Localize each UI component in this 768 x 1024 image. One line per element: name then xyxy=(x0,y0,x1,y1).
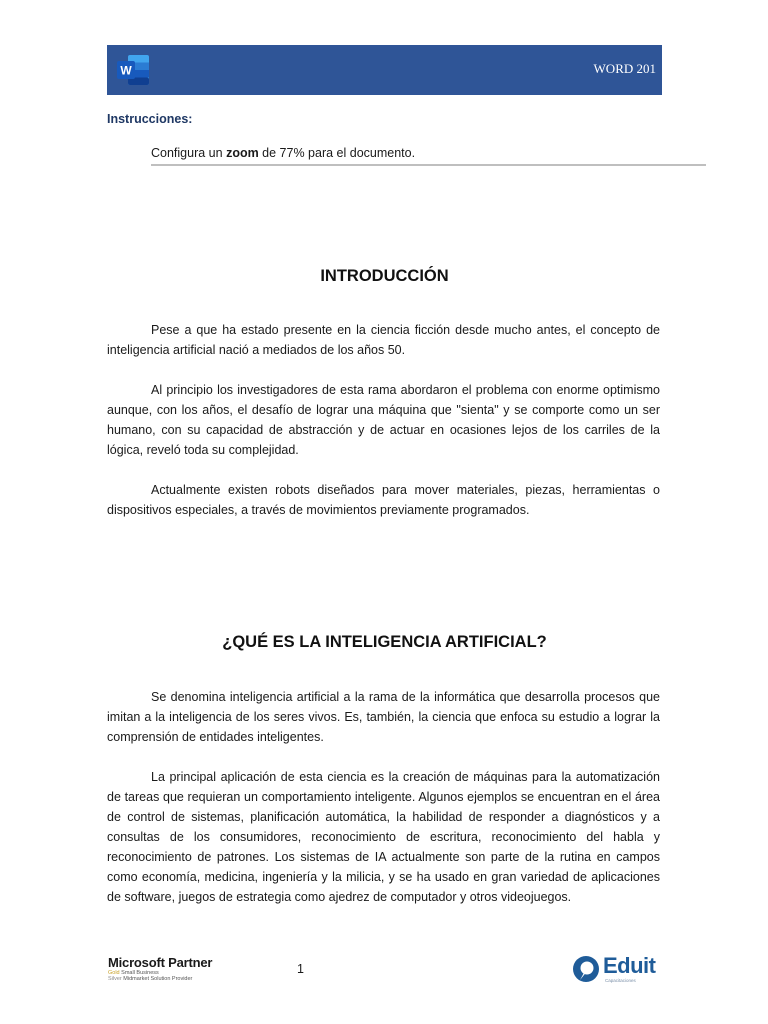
partner-name: Microsoft Partner xyxy=(108,955,213,970)
paragraph-text: La principal aplicación de esta ciencia es la creación de máquinas para la automatización de tareas que requieran un comportamiento inteligente. Algunos ejemplos se encuentran en el área de control de sistemas, planificación automática, la habilidad de responder a diagnósticos y a consultas de los consumidores, reconocimiento de escritura, reconocimiento del habla y reconocimiento de patrones. Los sistemas de IA actualmente son parte de la rutina en campos como economía, medicina, ingeniería y la milicia, y se ha usado en gran variedad de aplicaciones de software, juegos de estrategia como ajedrez de computador y otros videojuegos. xyxy=(107,770,660,904)
partner-silver-line xyxy=(108,976,212,982)
paragraph-text: Actualmente existen robots diseñados para mover materiales, piezas, herramientas o dispositivos especiales, a través de movimientos previamente programados. xyxy=(107,483,660,517)
word-logo-icon xyxy=(115,52,151,88)
section-heading-que-es-ia: ¿QUÉ ES LA INTELIGENCIA ARTIFICIAL? xyxy=(222,633,547,651)
paragraph-text: Al principio los investigadores de esta rama abordaron el problema con enorme optimismo aunque, con los años, el desafío de lograr una máquina que "sienta" y se comporte como un ser humano, con su capacidad de abstracción y de actuar en ocasiones lejos de los carriles de la lógica, reveló toda su complejidad. xyxy=(107,383,660,457)
eduit-logo xyxy=(572,952,664,986)
partner-silver-text: Midmarket Solution Provider xyxy=(123,976,193,982)
paragraph xyxy=(107,687,660,747)
eduit-name: Eduit xyxy=(603,953,656,978)
eduit-tagline: Capacitaciones xyxy=(605,978,636,983)
word-logo-letter: W xyxy=(120,63,132,78)
paragraph xyxy=(107,767,660,907)
instructions-text-start: Configura un xyxy=(151,146,227,160)
partner-gold-text: Small Business xyxy=(121,970,159,976)
instructions-title: Instrucciones: xyxy=(107,112,193,126)
document-header-bar xyxy=(107,45,662,95)
paragraph xyxy=(107,380,660,460)
paragraph xyxy=(107,320,660,360)
instructions-keyword: zoom xyxy=(226,146,259,160)
section-heading-introduccion: INTRODUCCIÓN xyxy=(320,267,449,285)
partner-silver-label: Silver xyxy=(108,976,122,982)
paragraph xyxy=(107,480,660,520)
paragraph-text: Se denomina inteligencia artificial a la rama de la informática que desarrolla procesos que imitan a la inteligencia de los seres vivos. Es, también, la ciencia que enfoca su estudio a lograr la comprensión de entidades inteligentes. xyxy=(107,690,660,744)
instructions-text-end: de 77% para el documento. xyxy=(258,146,416,160)
partner-gold-label: Gold xyxy=(108,970,120,976)
course-label: WORD 201 xyxy=(593,61,656,76)
microsoft-partner-logo xyxy=(108,955,212,982)
page-number: 1 xyxy=(297,962,304,976)
eduit-mark-icon xyxy=(572,954,600,984)
instructions-divider xyxy=(151,164,706,166)
paragraph-text: Pese a que ha estado presente en la ciencia ficción desde mucho antes, el concepto de inteligencia artificial nació a mediados de los años 50. xyxy=(107,323,660,357)
instructions-text xyxy=(151,146,415,160)
